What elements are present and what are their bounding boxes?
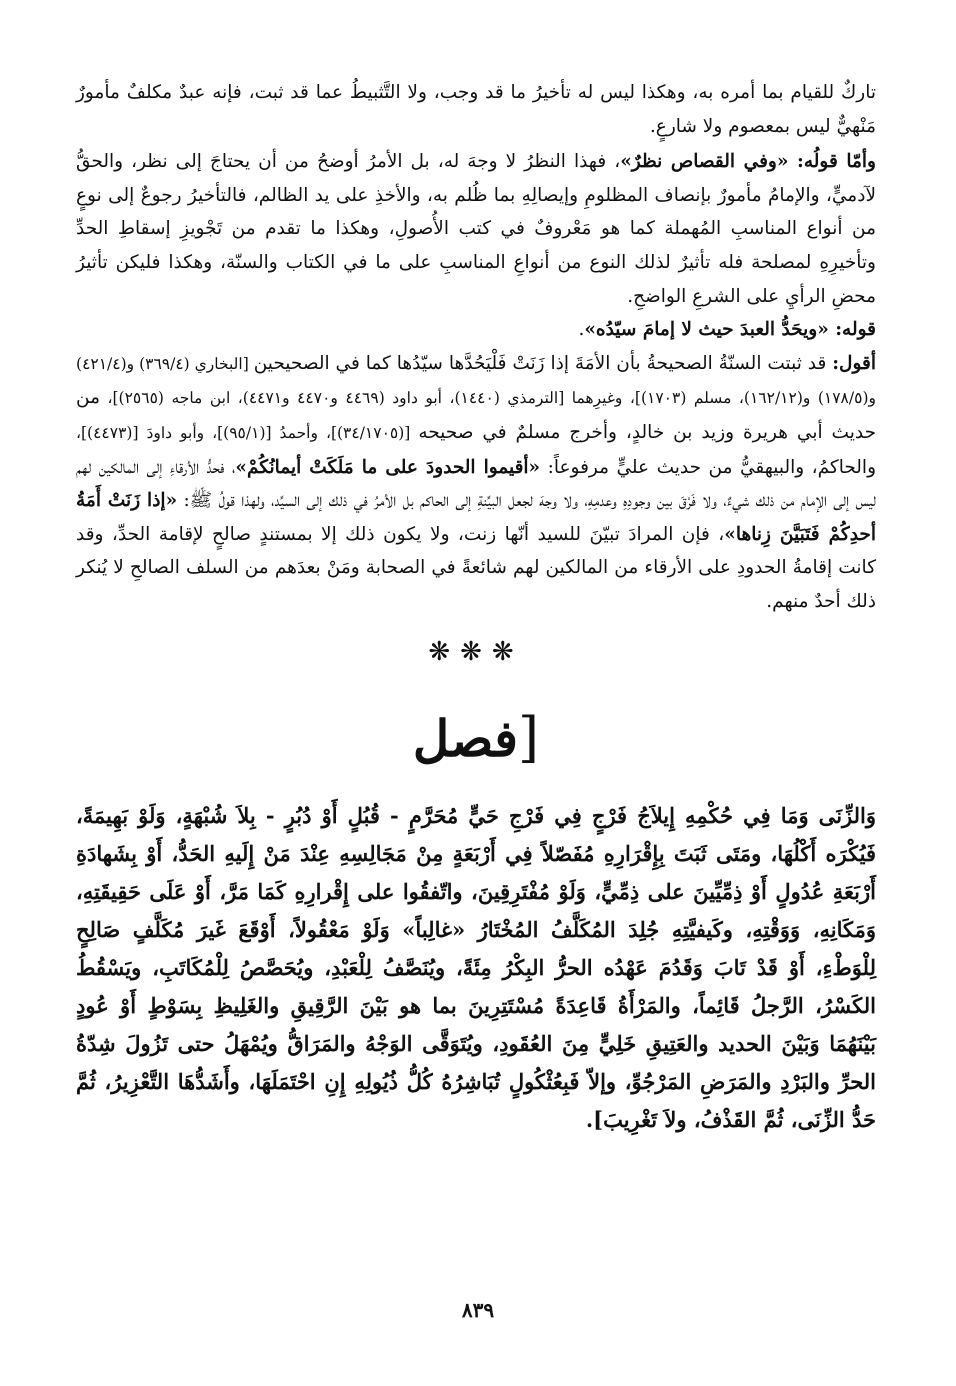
- paragraph-4-text-c: والحاكمُ، والبيهقيُّ من حديث عليٍّ مرفوعاً:: [540, 456, 877, 478]
- paragraph-2: [76, 145, 876, 313]
- paragraph-4-text-d: ، فحدُّ الأرقاءِ إلى المالكين لهم ليس إلى الإمام من ذلك شيءٌ، ولا فَرْقَ بين وجودِهِ وعدمِهِ، ولا وجهَ لجعل البيِّنةِ إلى الحاكم بل الأمرُ في ذلك إلى السيِّد، ولهذا قولُ ﷺ:: [76, 456, 876, 512]
- citation-references-1: [البخاري (٣٦٩/٤) و(٤٢١/٤) و(١٧٨/٥) و(١٦٢/١٢)، مسلم (١٧٠٣)]، وغيرِهما [الترمذي (١٤٤٠)، أبو داود (٤٤٦٩ و٤٤٧٠ و٤٤٧١)، ابن ماجه (٢٥٦٥)]،: [76, 354, 876, 408]
- paragraph-3-lead: قوله: «ويحَدُّ العبدَ حيث لا إمامَ سيّدُه»: [584, 319, 876, 341]
- section-heading: [76, 701, 876, 779]
- section-separator-stars: ❋❋❋: [428, 636, 524, 667]
- paragraph-4-text-a: قد ثبتت السنّةُ الصحيحةُ بأن الأمَةَ إذا زَنَتْ فَلْيَحُدَّها سيّدُها كما في الصحيحين: [253, 352, 833, 374]
- section-heading-word: فصل: [412, 708, 519, 768]
- citation-references-2: [(٣٤/١٧٠٥)]، وأحمدُ [(٩٥/١)]، وأبو داودَ [(٤٤٧٣)]،: [76, 423, 419, 442]
- section-heading-title: [413, 701, 539, 776]
- hadith-quote-1: «أقيموا الحدودَ على ما مَلَكَتْ أيمانُكُمْ»: [235, 456, 541, 478]
- section-heading-bracket: [: [518, 705, 540, 769]
- paragraph-4-text-e: ، فإن المرادَ تبيّنَ للسيد أنّها زنت، ولا يكون ذلك إلا بمستندٍ صالحٍ لإقامة الحدِّ، وقد كانت إقامةُ الحدودِ على الأرقاء من المالكين لهم شائعةً في الصحابة ومَنْ بعدَهم من السلف الصالحِ لا يُنكر ذلك أحدٌ منهم.: [76, 523, 876, 612]
- paragraph-2-text: ، فهذا النظرُ لا وجهَ له، بل الأمرُ أوضحُ من أن يحتاجَ إلى نظر، والحقُّ لآدميٍّ، والإمامُ مأمورٌ بإنصاف المظلومِ وإيصالِهِ بما ظُلم به، والأخذِ على يد الظالم، فالتأخيرُ رجوعٌ إلى نوعٍ من أنواع المناسبِ المُهملة كما هو مَعْروفٌ في كتب الأُصولِ، وهكذا ما تقدم من تَجْويزِ إسقاطِ الحدِّ وتأخيرِهِ لمصلحة فله تأثيرٌ لذلك النوع من أنواعِ المناسبِ على ما في الكتاب والسنّة، وهكذا فليكن تأثيرُ محضِ الرأيِ على الشرعِ الواضحِ.: [76, 151, 876, 307]
- paragraph-3: [76, 313, 876, 347]
- paragraph-1-text: تاركٌ للقيام بما أمره به، وهكذا ليس له تأخيرُ ما قد وجب، ولا التَّثبيطُ عما قد ثبت، فإنه عبدٌ مكلفٌ مأمورٌ مَنْهيٌّ ليس بمعصوم ولا شارعٍ.: [76, 82, 876, 137]
- paragraph-4: [76, 347, 876, 619]
- paragraph-3-text: .: [578, 319, 585, 341]
- paragraph-1: [76, 76, 876, 143]
- hadith-quote-2: «إذا زَنَتْ أَمَةُ أحدِكُمْ فَتَبَيَّنَ زِناها»: [76, 490, 876, 545]
- page-number: ٨٣٩: [461, 1298, 495, 1322]
- paragraph-4-lead: أقول:: [832, 352, 877, 374]
- paragraph-4-text-b: من حديث أبي هريرة وزيد بن خالدٍ، وأخرج مسلمٌ في صحيحه: [76, 387, 877, 443]
- paragraph-2-lead: وأمّا قولُه: «وفي القصاص نظرٌ»: [620, 151, 876, 173]
- matn-text: وَالزِّنَى وَمَا فِي حُكْمِهِ إِيلاَجُ فَرْجٍ فِي فَرْجِ حَيٍّ مُحَرَّمٍ - قُبُلٍ أَوْ دُبُرٍ - بِلاَ شُبْهَةٍ، وَلَوْ بَهِيمَةً، فَيُكْرَه أَكْلُهَا، ومَتَى ثَبَتَ بِإِقْرَارِهِ مُفَصّلاً فِي أَرْبَعَةٍ مِنْ مَجَالِسِهِ عِنْدَ مَنْ إِلَيهِ الحَدُّ، أَوْ بِشَهادَةِ أَرْبَعَةِ عُدُولٍ أَوْ ذِمِّيِّينَ على ذِمِّيٍّ، وَلَوْ مُفْتَرِقِينَ، واتّفقُوا على إِقْرارِهِ كَمَا مَرَّ، أَوْ عَلَى حَقِيقَتِهِ، وَمَكَانِهِ، وَوَقْتِهِ، وكَيفيَّتِهِ جُلِدَ المُكَلَّفُ المُخْتَارُ «غالِباً» وَلَوْ مَعْقُولاً، أَوْقَعَ غَيرَ مُكَلَّفٍ صَالِحٍ لِلْوَطْءِ، أَوْ قَدْ تَابَ وَقَدُمَ عَهْدُه الحرُّ البِكْرُ مِئَةً، ويُنَصَّفُ لِلْعَبْدِ، ويُحَصَّصُ لِلْمُكَاتَبِ، ويَسْقُطُ الكَسْرُ، الرَّجلُ قَائِماً، والمَرْأَةُ قَاعِدَةً مُسْتَتِرِينَ بما هو بَيْنَ الرَّقِيقِ والغَلِيظِ بِسَوْطٍ أَوْ عُودٍ بَيْنَهُمَا وَبَيْنَ الحديد والعَتِيقِ خَلِيٍّ مِنَ العُقَودِ، ويُتَوَقَّى الوَجْهُ والمَرَاقُّ ويُمْهَلُ حتى تَزُولَ شِدّةُ الحرِّ والبَرْدِ والمَرَضِ المَرْجُوِّ، وإلاّ فَبِعُثْكُولٍ تُبَاشِرُهُ كُلُّ ذُيُولِهِ إِنِ احْتَمَلَهَا، وأَشَدُّهَا التَّعْزِيرُ، ثُمَّ حَدُّ الزِّنَى، ثُمَّ القَذْفُ، ولاَ تَغْرِيبَ].: [76, 802, 876, 1132]
